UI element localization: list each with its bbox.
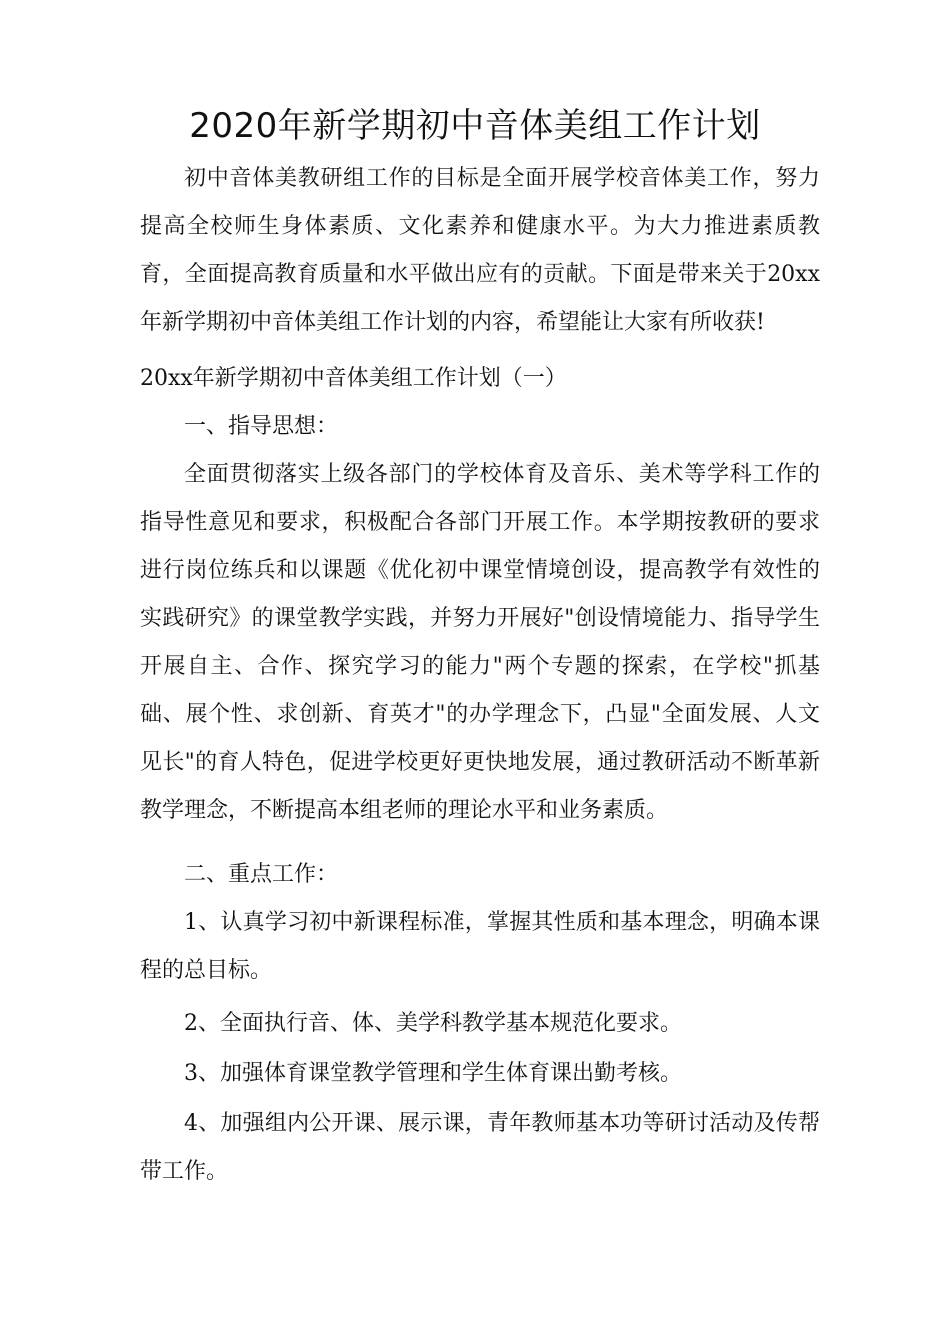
plan-subtitle: 20xx年新学期初中音体美组工作计划（一） bbox=[140, 366, 567, 391]
intro-paragraph: 初中音体美教研组工作的目标是全面开展学校音体美工作，努力提高全校师生身体素质、文化素养和健康水平。为大力推进素质教育，全面提高教育质量和水平做出应有的贡献。下面是带来关于20xx年新学期初中音体美组工作计划的内容，希望能让大家有所收获! bbox=[140, 166, 820, 335]
key-work-item-2: 2、全面执行音、体、美学科教学基本规范化要求。 bbox=[184, 1011, 682, 1036]
section-heading-key-work: 二、重点工作： bbox=[184, 862, 339, 887]
key-work-item-3: 3、加强体育课堂教学管理和学生体育课出勤考核。 bbox=[184, 1061, 682, 1086]
section-heading-guiding-ideology: 一、指导思想： bbox=[184, 414, 339, 439]
key-work-item-1: 1、认真学习初中新课程标准，掌握其性质和基本理念，明确本课程的总目标。 bbox=[140, 910, 820, 983]
key-work-item-4: 4、加强组内公开课、展示课，青年教师基本功等研讨活动及传帮带工作。 bbox=[140, 1111, 820, 1184]
guiding-ideology-paragraph: 全面贯彻落实上级各部门的学校体育及音乐、美术等学科工作的指导性意见和要求，积极配合各部门开展工作。本学期按教研的要求进行岗位练兵和以课题《优化初中课堂情境创设，提高教学有效性的实践研究》的课堂教学实践，并努力开展好"创设情境能力、指导学生开展自主、合作、探究学习的能力"两个专题的探索，在学校"抓基础、展个性、求创新、育英才"的办学理念下，凸显"全面发展、人文见长"的育人特色，促进学校更好更快地发展，通过教研活动不断革新教学理念，不断提高本组老师的理论水平和业务素质。 bbox=[140, 462, 820, 823]
document-title: 2020年新学期初中音体美组工作计划 bbox=[189, 106, 761, 146]
